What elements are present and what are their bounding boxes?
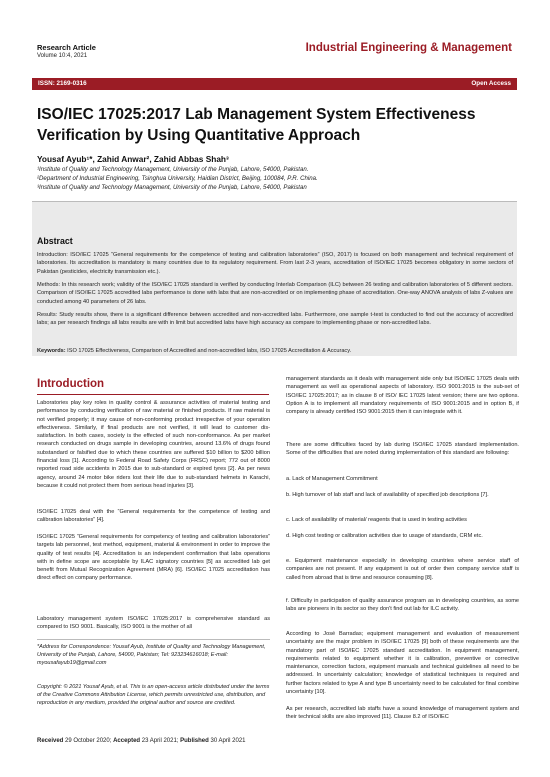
copyright-note: Copyright: © 2021 Yousaf Ayub, et al. This is an open-access article distributed under the terms of the Creative Commons Attribution License, which permits unrestricted use, distribution, and reproduction in any medium, provided the original author and source are credited. — [37, 684, 270, 706]
body-paragraph-3: According to José Barradas; equipment management and evaluation of measurement uncertainty are the major problem in ISO/IEC 17025 [9] both of these requirements are the mandatory part of ISO/IEC 17025 standard accreditation. In equipment management, requirements related to equipment whether it is calibration, preventive or corrective maintenance, correction factors, equipment manuals and technical guidelines all need to be addressed. In uncertainty calculation; knowledge of statistical techniques is required and further factors related to type A and type B uncertainty need to be calculated for final combine uncertainty [10]. — [286, 631, 519, 696]
intro-paragraph-2: ISO/IEC 17025 deal with the “General requirements for the competence of testing and calibration laboratories” [4]. — [37, 509, 270, 524]
publication-dates — [37, 738, 246, 744]
intro-paragraph-1: Laboratories play key roles in quality control & assurance activities of material testing and performance by conducting verification of raw material or finished products. If raw material is not verified properly; it may cause of non-conforming product irrespective of your operation effectiveness. Similarly, if final products are not verified, it will lead to customer dis-satisfaction. In both cases, society is the effected of such non-conformance. As per market research conducted on drugs sample in developing countries, around 13.6% of drugs found substandard or falsified due to which these countries are suffered $10 billion to $200 billion financial loss [1]. According to Federal Road Safety Corps (FRSC) report; 772 out of 8000 reported road side accidents in 2015 due to sub-standard or expired tyres [2]. As per news agency, around 24 motor bike riders lost their life due to sub-standard helmets in Karachi, because it could not protect them from serious head injuries [3]. — [37, 400, 270, 489]
body-paragraph-4: As per research, accredited lab staffs have a sound knowledge of management system and their technical skills are also improved [11]. Clause 8.2 of ISO/IEC — [286, 706, 519, 721]
introduction-underline — [37, 394, 269, 395]
affiliation-3: ³Institute of Quality and Technology Management, University of the Punjab, Lahore, 54000, Pakistan — [37, 184, 307, 191]
footnote-divider — [37, 639, 270, 640]
introduction-heading: Introduction — [37, 378, 105, 390]
abstract-methods: Methods: In this research work; validity of the ISO/IEC 17025 standard is verified by conducting Interlab Comparison (ILC) between 26 testing and calibration laboratories of 5 different sectors. Comparison of ISO/IEC 17025 accredited labs performance is done with labs that are non-accredited or on implementing phase of accreditation. One-way ANOVA analysis of labs Z-values are conducted among 40 parameters of 26 labs. — [37, 282, 513, 305]
keywords — [37, 348, 513, 354]
body-paragraph-2: There are some difficulties faced by lab during ISO/IEC 17025 standard implementation. Some of the difficulties that are noted during implementation of this standard are following: — [286, 442, 519, 457]
author-list: Yousaf Ayub¹*, Zahid Anwar², Zahid Abbas Shah³ — [37, 154, 229, 164]
accepted-label: Accepted — [113, 738, 141, 744]
affiliation-2: ²Department of Industrial Engineering, Tsinghua University, Haidian District, Beijing, 100084, P.R. China. — [37, 175, 318, 182]
volume-label: Volume 10:4, 2021 — [37, 53, 88, 59]
abstract-panel — [32, 202, 517, 356]
issn-bar — [32, 78, 517, 90]
list-item-b: b. High turnover of lab staff and lack of availability of specified job descriptions [7]. — [286, 492, 489, 498]
open-access-label: Open Access — [471, 80, 511, 87]
list-item-a: a. Lack of Management Commitment — [286, 476, 378, 482]
intro-paragraph-3: ISO/IEC 17025 “General requirements for competency of testing and calibration laboratories” targets lab personnel, test method, equipment, material & environment in order to improve the quality of test results [4]. Accreditation is an independent confirmation that labs operations with in define scope are acceptable by ILAC signatory countries [5] as accredited lab get benefit from Mutual Recognization Agreement (MRA) [6]. ISO/IEC 17025 accreditation has direct effect on company performance. — [37, 534, 270, 582]
intro-paragraph-4: Laboratory management system ISO/IEC 17025:2017 is comprehensive standard as compared to ISO 9001. Basically, ISO 9001 is the mother of all — [37, 616, 270, 631]
list-item-c: c. Lack of availability of material/ reagents that is used in testing activities — [286, 517, 467, 523]
paper-title: ISO/IEC 17025:2017 Lab Management System Effectiveness Verification by Using Quantitative Approach — [37, 106, 476, 144]
published-label: Published — [180, 738, 209, 744]
journal-name: Industrial Engineering & Management — [305, 42, 512, 54]
received-date: 29 October 2020; — [65, 738, 112, 744]
received-label: Received — [37, 738, 64, 744]
keywords-text: ISO 17025 Effectiveness, Comparison of Accredited and non-accredited labs, ISO 17025 Accreditation & Accuracy. — [67, 348, 352, 354]
abstract-heading: Abstract — [37, 236, 73, 246]
article-type: Research Article — [37, 43, 96, 52]
accepted-date: 23 April 2021; — [141, 738, 179, 744]
keywords-label: Keywords: — [37, 348, 66, 354]
affiliation-1: ¹Institute of Quality and Technology Management, University of the Punjab, Lahore, 54000, Pakistan. — [37, 166, 309, 173]
abstract-results: Results: Study results show, there is a significant difference between accredited and non-accredited labs. Furthermore, one sample t-test is conducted to find out the accuracy of accredited labs; as per research findings all labs results are with in limit but accredited labs have high accuracy as compare to implementing phase or non-accredited labs. — [37, 312, 513, 327]
list-item-f: f. Difficulty in participation of quality assurance program as in developing countries, as some labs are pioneers in its sector so they don't find out lab for ILC activity. — [286, 598, 519, 613]
abstract-introduction: Introduction: ISO/IEC 17025 “General requirements for the competence of testing and calibration laboratories” (ISO, 2017) is focused on both management and technical requirement of laboratories. Its accreditation is mandatory is many countries due to its regulatory requirement. From last 2-3 years, accreditation of ISO/IEC 17025 becomes obligatory in some sectors of Pakistan (pesticides, electricity transmission etc.). — [37, 252, 513, 275]
issn-label: ISSN: 2169-0316 — [38, 80, 87, 87]
published-date: 30 April 2021 — [210, 738, 246, 744]
body-paragraph-1: management standards as it deals with management side only but ISO/IEC 17025 deals with management as well as operational aspects of laboratory. ISO 9001:2015 is the sub-set of ISO/IEC 17025:2017; as in clause 8 of ISO/ IEC 17025 latest version; there are two options. Option A is to implement all mandatory requirements of ISO 9001:2015 and in option B, if company is already certified ISO 9001:2015 then it can integrate with it. — [286, 376, 519, 416]
list-item-e: e. Equipment maintenance especially in developing countries where service staff of companies are not present. If any equipment is out of order then company service staff is called from abroad that is time and resource consuming [8]. — [286, 558, 519, 581]
list-item-d: d. High cost testing or calibration activities due to usage of standards, CRM etc. — [286, 533, 483, 539]
correspondence-note: *Address for Correspondence: Yousaf Ayub, Institute of Quality and Technology Management, University of the Punjab, Lahore, 54000, Pakistan; Tel: 923234616018; E-mail: myousafayub19@gmail.com — [37, 644, 266, 666]
